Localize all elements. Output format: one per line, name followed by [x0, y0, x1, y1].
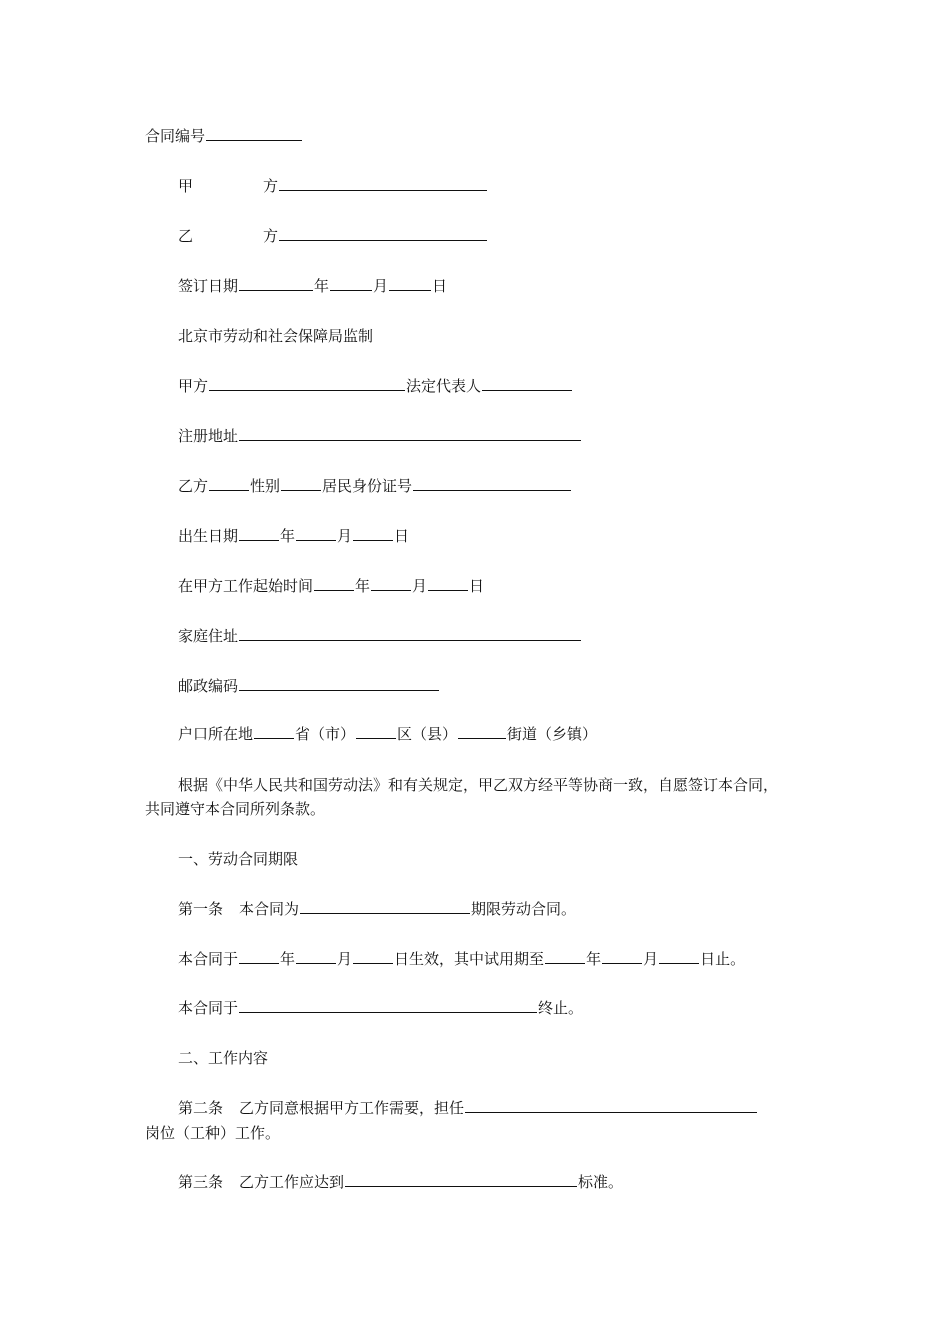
year-label: 年: [280, 527, 296, 545]
supervisor-text: 北京市劳动和社会保障局监制: [178, 327, 374, 345]
contract-number-label: 合同编号: [145, 127, 206, 145]
legal-rep-label: 法定代表人: [406, 377, 482, 395]
article-2-line: [178, 1098, 758, 1118]
reg-address-label: 注册地址: [178, 427, 239, 445]
month-label: 月: [337, 527, 353, 545]
postal-label: 邮政编码: [178, 677, 239, 695]
party-b-detail-line: [178, 476, 572, 496]
contract-number-blank[interactable]: [206, 126, 302, 141]
article-1-text-b: 期限劳动合同。: [471, 900, 577, 918]
postal-blank[interactable]: [239, 676, 439, 691]
party-b-label: 乙方: [178, 477, 209, 495]
position-blank[interactable]: [465, 1098, 757, 1113]
gender-label: 性别: [250, 477, 281, 495]
district-blank[interactable]: [356, 724, 396, 739]
section-2-title: 二、工作内容: [178, 1049, 269, 1067]
month-label: 月: [412, 577, 428, 595]
reg-address-blank[interactable]: [239, 426, 581, 441]
work-day-blank[interactable]: [428, 576, 468, 591]
birth-date-label: 出生日期: [178, 527, 239, 545]
work-start-line: [178, 576, 484, 596]
party-a-blank[interactable]: [279, 176, 487, 191]
year-label: 年: [586, 950, 602, 968]
party-a-char1: 甲: [178, 177, 194, 195]
party-b-char2: 方: [263, 227, 279, 245]
sign-date-label: 签订日期: [178, 277, 239, 295]
party-a-line: [178, 176, 488, 196]
contract-number-line: [145, 126, 303, 146]
month-label: 月: [337, 950, 353, 968]
party-b-line: [178, 226, 488, 246]
sign-day-blank[interactable]: [389, 276, 431, 291]
section-2-heading: [178, 1048, 268, 1068]
party-a-detail-line: [178, 376, 573, 396]
work-year-blank[interactable]: [314, 576, 354, 591]
reg-address-line: [178, 426, 582, 446]
intro-text-2: 共同遵守本合同所列条款。: [145, 800, 326, 818]
termination-text-b: 终止。: [538, 999, 584, 1017]
article-3-label: 第三条: [178, 1173, 224, 1191]
party-b-name-blank[interactable]: [209, 476, 249, 491]
effective-text-c: 日止。: [700, 950, 746, 968]
birth-month-blank[interactable]: [296, 526, 336, 541]
intro-line-1: [178, 775, 778, 795]
birth-year-blank[interactable]: [239, 526, 279, 541]
year-label: 年: [314, 277, 330, 295]
article-3-text-b: 标准。: [578, 1173, 624, 1191]
effective-year-blank[interactable]: [239, 949, 279, 964]
termination-text-a: 本合同于: [178, 999, 239, 1017]
home-address-blank[interactable]: [239, 626, 581, 641]
supervisor-line: [178, 326, 373, 346]
article-3-text-a: 乙方工作应达到: [239, 1173, 345, 1191]
month-label: 月: [643, 950, 659, 968]
party-b-char1: 乙: [178, 227, 194, 245]
article-1-line: [178, 899, 576, 919]
year-label: 年: [355, 577, 371, 595]
party-a-label: 甲方: [178, 377, 209, 395]
article-2-line-2: [145, 1123, 280, 1143]
sign-month-blank[interactable]: [330, 276, 372, 291]
day-label: 日: [469, 577, 485, 595]
intro-text-1: 根据《中华人民共和国劳动法》和有关规定，甲乙双方经平等协商一致，自愿签订本合同，: [178, 776, 779, 794]
id-blank[interactable]: [413, 476, 571, 491]
street-label: 街道（乡镇）: [507, 725, 598, 743]
article-1-label: 第一条: [178, 900, 224, 918]
district-label: 区（县）: [397, 725, 458, 743]
hukou-line: [178, 724, 597, 744]
section-1-heading: [178, 849, 298, 869]
province-blank[interactable]: [254, 724, 294, 739]
sign-date-line: [178, 276, 447, 296]
month-label: 月: [373, 277, 389, 295]
party-a-char2: 方: [263, 177, 279, 195]
legal-rep-blank[interactable]: [482, 376, 572, 391]
party-b-blank[interactable]: [279, 226, 487, 241]
day-label: 日: [432, 277, 448, 295]
probation-day-blank[interactable]: [659, 949, 699, 964]
gender-blank[interactable]: [281, 476, 321, 491]
termination-line: [178, 998, 583, 1018]
party-a-name-blank[interactable]: [209, 376, 405, 391]
intro-line-2: [145, 799, 325, 819]
province-label: 省（市）: [295, 725, 356, 743]
year-label: 年: [280, 950, 296, 968]
probation-year-blank[interactable]: [545, 949, 585, 964]
street-blank[interactable]: [458, 724, 506, 739]
article-1-text-a: 本合同为: [239, 900, 300, 918]
id-label: 居民身份证号: [322, 477, 413, 495]
effective-month-blank[interactable]: [296, 949, 336, 964]
birth-date-line: [178, 526, 409, 546]
hukou-label: 户口所在地: [178, 725, 254, 743]
article-2-text: 乙方同意根据甲方工作需要，担任: [239, 1099, 465, 1117]
work-start-label: 在甲方工作起始时间: [178, 577, 314, 595]
contract-term-blank[interactable]: [300, 899, 470, 914]
termination-blank[interactable]: [239, 998, 537, 1013]
effective-text-b: 日生效，其中试用期至: [394, 950, 545, 968]
article-3-line: [178, 1172, 623, 1192]
standard-blank[interactable]: [345, 1172, 577, 1187]
day-label: 日: [394, 527, 410, 545]
postal-line: [178, 676, 440, 696]
home-address-line: [178, 626, 582, 646]
sign-year-blank[interactable]: [239, 276, 313, 291]
birth-day-blank[interactable]: [353, 526, 393, 541]
home-address-label: 家庭住址: [178, 627, 239, 645]
article-2-label: 第二条: [178, 1099, 224, 1117]
effective-text-a: 本合同于: [178, 950, 239, 968]
effective-line: [178, 949, 745, 969]
article-2-text-2: 岗位（工种）工作。: [145, 1124, 281, 1142]
work-month-blank[interactable]: [371, 576, 411, 591]
effective-day-blank[interactable]: [353, 949, 393, 964]
section-1-title: 一、劳动合同期限: [178, 850, 299, 868]
probation-month-blank[interactable]: [602, 949, 642, 964]
